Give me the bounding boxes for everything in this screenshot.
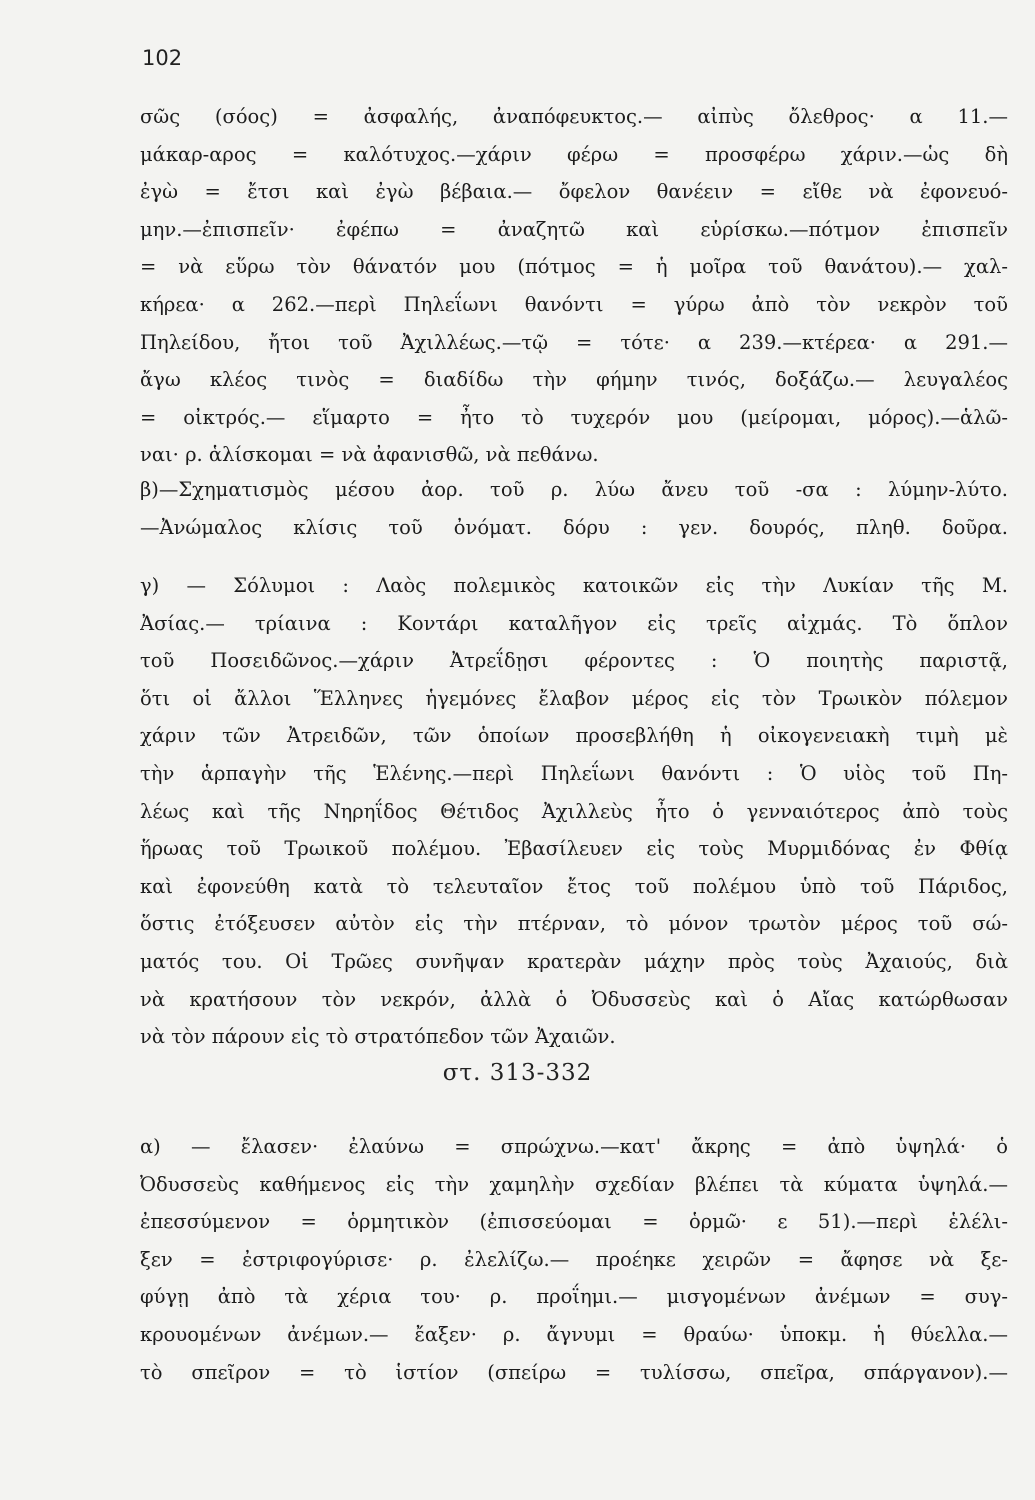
text-line: γ) — Σόλυμοι : Λαὸς πολεμικὸς κατοικῶν εἰς τὴν Λυκίαν τῆς Μ.: [140, 574, 1008, 597]
commentary-block-grammar: [140, 471, 1008, 546]
text-line: Ὀδυσσεὺς καθήμενος εἰς τὴν χαμηλὴν σχεδίαν βλέπει τὰ κύματα ὑψηλά.—: [140, 1172, 1008, 1196]
text-line: α) — ἔλασεν· ἐλαύνω = σπρώχνω.—κατ' ἄκρης = ἀπὸ ὑψηλά· ὁ: [140, 1135, 1008, 1158]
text-line: φύγῃ ἀπὸ τὰ χέρια του· ρ. προΐημι.— μισγομένων ἀνέμων = συγ-: [140, 1285, 1008, 1309]
commentary-block-vocabulary: [140, 98, 1008, 474]
section-heading: στ. 313-332: [442, 1060, 593, 1086]
text-line: νὰ τὸν πάρουν εἰς τὸ στρατόπεδον τῶν Ἀχαιῶν.: [140, 1025, 616, 1049]
text-line: νὰ κρατήσουν τὸν νεκρόν, ἀλλὰ ὁ Ὀδυσσεὺς καὶ ὁ Αἴας κατώρθωσαν: [140, 987, 1008, 1011]
text-line: = οἰκτρός.— εἵμαρτο = ἦτο τὸ τυχερόν μου (μείρομαι, μόρος).—ἁλῶ-: [140, 405, 1008, 429]
text-line: ἄγω κλέος τινὸς = διαδίδω τὴν φήμην τινός, δοξάζω.— λευγαλέος: [140, 368, 1008, 392]
commentary-block-notes: [140, 567, 1008, 1056]
page-number: 102: [142, 46, 183, 70]
text-line: Πηλείδου, ἤτοι τοῦ Ἀχιλλέως.—τῷ = τότε· α 239.—κτέρεα· α 291.—: [140, 330, 1008, 354]
text-line: ὅτι οἱ ἄλλοι Ἕλληνες ἡγεμόνες ἔλαβον μέρος εἰς τὸν Τρωικὸν πόλεμον: [140, 686, 1008, 710]
text-line: μάκαρ-αρος = καλότυχος.—χάριν φέρω = προσφέρω χάριν.—ὡς δὴ: [140, 142, 1008, 166]
text-line: ξεν = ἐστριφογύρισε· ρ. ἐλελίζω.— προέηκε χειρῶν = ἄφησε νὰ ξε-: [140, 1247, 1008, 1271]
text-line: = νὰ εὕρω τὸν θάνατόν μου (πότμος = ἡ μοῖρα τοῦ θανάτου).— χαλ-: [140, 255, 1008, 279]
text-line: τὴν ἁρπαγὴν τῆς Ἑλένης.—περὶ Πηλεΐωνι θανόντι : Ὁ υἱὸς τοῦ Πη-: [140, 761, 1008, 785]
text-line: τὸ σπεῖρον = τὸ ἱστίον (σπείρω = τυλίσσω, σπεῖρα, σπάργανον).—: [140, 1360, 1008, 1384]
text-line: λέως καὶ τῆς Νηρηΐδος Θέτιδος Ἀχιλλεὺς ἦτο ὁ γενναιότερος ἀπὸ τοὺς: [140, 799, 1008, 823]
commentary-block-section: [140, 1128, 1008, 1391]
text-line: κήρεα· α 262.—περὶ Πηλεΐωνι θανόντι = γύρω ἀπὸ τὸν νεκρὸν τοῦ: [140, 292, 1008, 316]
text-line: ματός του. Οἱ Τρῶες συνῆψαν κρατερὰν μάχην πρὸς τοὺς Ἀχαιούς, διὰ: [140, 949, 1008, 973]
text-line: —Ἀνώμαλος κλίσις τοῦ ὀνόματ. δόρυ : γεν. δουρός, πληθ. δοῦρα.: [140, 515, 1008, 539]
text-line: μην.—ἐπισπεῖν· ἐφέπω = ἀναζητῶ καὶ εὑρίσκω.—πότμον ἐπισπεῖν: [140, 217, 1008, 241]
text-line: χάριν τῶν Ἀτρειδῶν, τῶν ὁποίων προσεβλήθη ἡ οἰκογενειακὴ τιμὴ μὲ: [140, 724, 1008, 748]
text-line: β)—Σχηματισμὸς μέσου ἀορ. τοῦ ρ. λύω ἄνευ τοῦ -σα : λύμην-λύτο.: [140, 478, 1008, 501]
text-line: ἐπεσσύμενον = ὁρμητικὸν (ἐπισσεύομαι = ὁρμῶ· ε 51).—περὶ ἑλέλι-: [140, 1210, 1008, 1234]
text-line: σῶς (σόος) = ἀσφαλής, ἀναπόφευκτος.— αἰπὺς ὄλεθρος· α 11.—: [140, 105, 1008, 128]
text-line: ὅστις ἐτόξευσεν αὐτὸν εἰς τὴν πτέρναν, τὸ μόνον τρωτὸν μέρος τοῦ σώ-: [140, 912, 1008, 936]
text-line: κρουομένων ἀνέμων.— ἔαξεν· ρ. ἄγνυμι = θραύω· ὑποκμ. ἡ θύελλα.—: [140, 1322, 1008, 1346]
text-line: ἥρωας τοῦ Τρωικοῦ πολέμου. Ἐβασίλευεν εἰς τοὺς Μυρμιδόνας ἐν Φθίᾳ: [140, 837, 1008, 861]
text-line: ἐγὼ = ἔτσι καὶ ἐγὼ βέβαια.— ὄφελον θανέειν = εἴθε νὰ ἐφονευό-: [140, 180, 1008, 204]
text-line: τοῦ Ποσειδῶνος.—χάριν Ἀτρεΐδῃσι φέροντες : Ὁ ποιητὴς παριστᾷ,: [140, 649, 1008, 673]
text-line: ναι· ρ. ἁλίσκομαι = νὰ ἀφανισθῶ, νὰ πεθάνω.: [140, 443, 599, 467]
text-line: καὶ ἐφονεύθη κατὰ τὸ τελευταῖον ἔτος τοῦ πολέμου ὑπὸ τοῦ Πάριδος,: [140, 874, 1008, 898]
text-line: Ἀσίας.— τρίαινα : Κοντάρι καταλῆγον εἰς τρεῖς αἰχμάς. Τὸ ὅπλον: [140, 611, 1008, 635]
